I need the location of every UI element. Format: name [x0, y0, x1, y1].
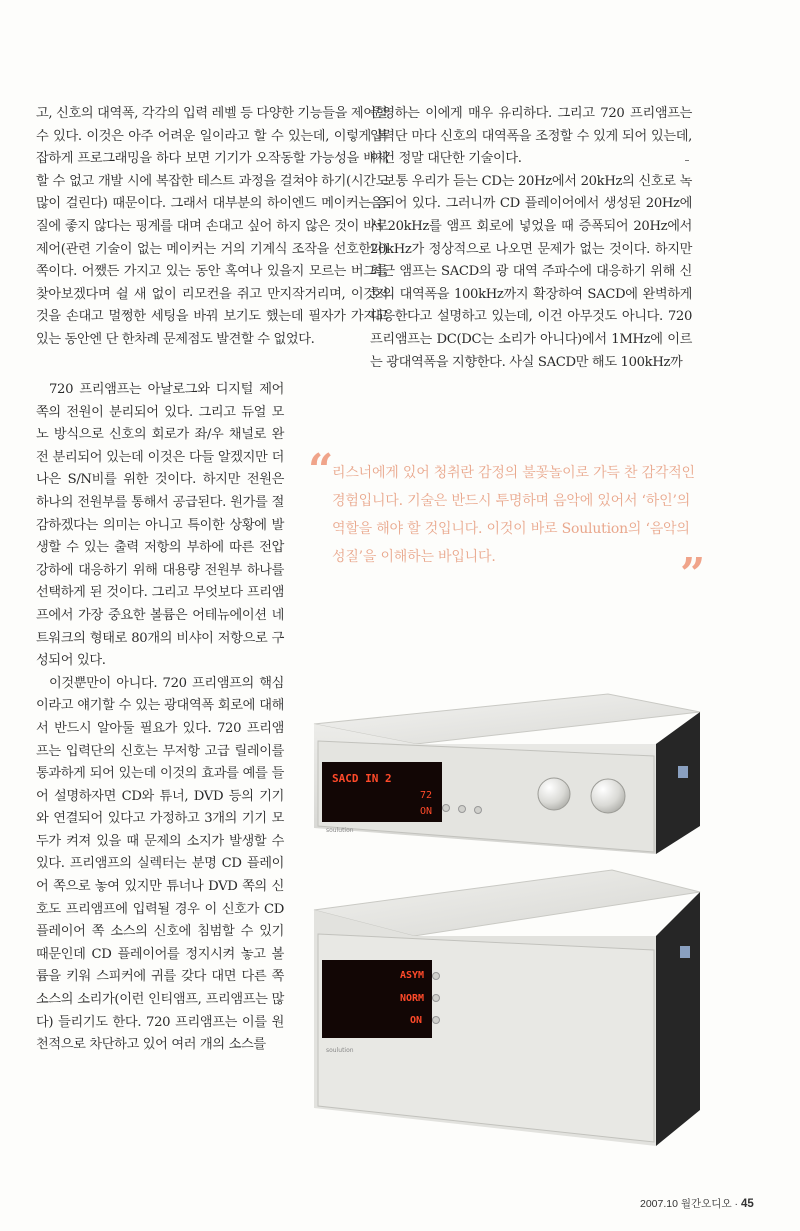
paragraph: 운영하는 이에게 매우 유리하다. 그리고 720 프리앰프는 입력단 마다 신호의 대역폭을 조정할 수 있게 되어 있는데, 이건 정말 대단한 기술이다. — [370, 106, 692, 167]
paragraph: 이것뿐만이 아니다. 720 프리앰프의 핵심이라고 얘기할 수 있는 광대역폭 회로에 대해서 반드시 알아둘 필요가 있다. 720 프리앰프는 입력단의 신호는 무저항 고급 릴레이를 통과하게 되어 있는데 이것의 효과를 예를 들어 설명하자면 CD와 튜너, DVD 등의 기기와 연결되어 있다고 가정하고 3개의 기기 모두가 켜져 있을 때 문제의 소지가 발생할 수 있다. 프리앰프의 실렉터는 분명 CD 플레이어 쪽으로 놓여 있지만 튜너나 DVD 쪽의 신호도 프리앰프에 입력될 경우 이 신호가 CD 플레이어 쪽 소스의 신호에 침범할 수 있기 때문인데 CD 플레이어를 정지시켜 놓고 볼륨을 키워 스피커에 귀를 갖다 대면 다른 쪽 소스의 소리가(이런 인티앰프, 프리앰프는 많다) 들리기도 한다. 720 프리앰프는 이를 원천적으로 차단하고 있어 여러 개의 소스를 — [36, 675, 284, 1053]
margin-tick-mark — [685, 160, 689, 161]
button — [475, 807, 482, 814]
button — [433, 995, 440, 1002]
selector-knob — [538, 778, 570, 810]
amplifier-photo-bottom — [296, 850, 708, 1150]
brand-logo: soulution — [326, 1047, 354, 1054]
pull-quote-text: 리스너에게 있어 청취란 감정의 불꽃놀이로 가득 찬 감각적인 경험입니다. 기술은 반드시 투명하며 음악에 있어서 ‘하인’의 역할을 해야 할 것입니다. 이것이 바로 Soulution의 ‘음악의 성질’을 이해하는 바입니다. — [332, 465, 695, 565]
button — [459, 806, 466, 813]
page-folio — [640, 1196, 754, 1211]
folio-separator: · — [731, 1198, 741, 1210]
display-line-3: ON — [420, 806, 433, 817]
pull-quote — [308, 445, 706, 600]
article-column-right-top — [370, 103, 692, 374]
button — [443, 805, 450, 812]
display-line-2: 72 — [420, 790, 433, 801]
paragraph: 고, 신호의 대역폭, 각각의 입력 레벨 등 다양한 기능들을 제어할 수 있다. 이것은 아주 어려운 일이라고 할 수 있는데, 이렇게 복잡하게 프로그래밍을 하다 보면 기기가 오작동할 가능성을 배제할 수 없고 개발 시에 복잡한 테스트 과정을 걸쳐야 하기(시간도 많이 걸린다) 때문이다. 그래서 대부분의 하이엔드 메이커는 음질에 좋지 않다는 핑계를 대며 손대고 싶어 하지 않은 것이 바로 제어(관련 기술이 없는 메이커는 거의 기계식 조작을 선호한다) 쪽이다. 어쨌든 가지고 있는 동안 혹여나 있을지 모르는 버그를 찾아보겠다며 쉴 새 없이 리모컨을 쥐고 만지작거리며, 이것저것을 손대고 멀쩡한 세팅을 바꿔 보기도 했는데 필자가 가지고 있는 동안엔 단 한차례 문제점도 발견할 수 없었다. — [36, 106, 388, 347]
open-quote-mark: “ — [308, 445, 334, 496]
volume-knob — [591, 779, 625, 813]
article-column-left-bottom — [36, 379, 284, 1057]
chassis-side — [656, 712, 700, 854]
brand-logo: soulution — [326, 827, 354, 834]
paragraph: 보통 우리가 듣는 CD는 20Hz에서 20kHz의 신호로 녹음되어 있다. 그러니까 CD 플레이어에서 생성된 20Hz에서 20kHz를 앰프 회로에 넣었을 때 증폭되어 20Hz에서 20kHz가 정상적으로 나오면 문제가 없는 것이다. 하지만 최근 앰프는 SACD의 광 대역 주파수에 대응하기 위해 신호의 대역폭을 100kHz까지 확장하여 SACD에 완벽하게 대응한다고 설명하고 있는데, 이건 아무것도 아니다. 720 프리앰프는 DC(DC는 소리가 아니다)에서 1MHz에 이르는 광대역폭을 지향한다. 사실 SACD만 해도 100kHz까 — [370, 173, 692, 370]
article-column-left-top — [36, 103, 388, 352]
button — [433, 1017, 440, 1024]
button — [433, 973, 440, 980]
display-line-1: ASYM — [400, 970, 425, 981]
issue-label: 2007.10 월간오디오 — [640, 1198, 732, 1210]
amplifier-photo-top — [296, 686, 708, 856]
page-number: 45 — [740, 1198, 754, 1210]
display-line-1: SACD IN 2 — [332, 772, 392, 785]
side-logo — [680, 946, 690, 958]
paragraph: 720 프리앰프는 아날로그와 디지털 제어 쪽의 전원이 분리되어 있다. 그리고 듀얼 모노 방식으로 신호의 회로가 좌/우 채널로 완전 분리되어 있는데 이것은 다들 알겠지만 더 나은 S/N비를 위한 것이다. 하지만 전원은 하나의 전원부를 통해서 공급된다. 원가를 절감하겠다는 의미는 아니고 특이한 상황에 발생할 수 있는 출력 저항의 부하에 따른 전압 강하에 대응하기 위해 대용량 전원부 하나를 선택하게 된 것이다. 그리고 무엇보다 프리앰프에서 가장 중요한 볼륨은 어테뉴에이션 네트워크의 형태로 80개의 비샤이 저항으로 구성되어 있다. — [36, 382, 284, 669]
chassis-side — [656, 892, 700, 1146]
close-quote-mark: ” — [680, 549, 706, 600]
display-line-3: ON — [410, 1015, 423, 1026]
side-logo — [678, 766, 688, 778]
display-line-2: NORM — [400, 993, 425, 1004]
